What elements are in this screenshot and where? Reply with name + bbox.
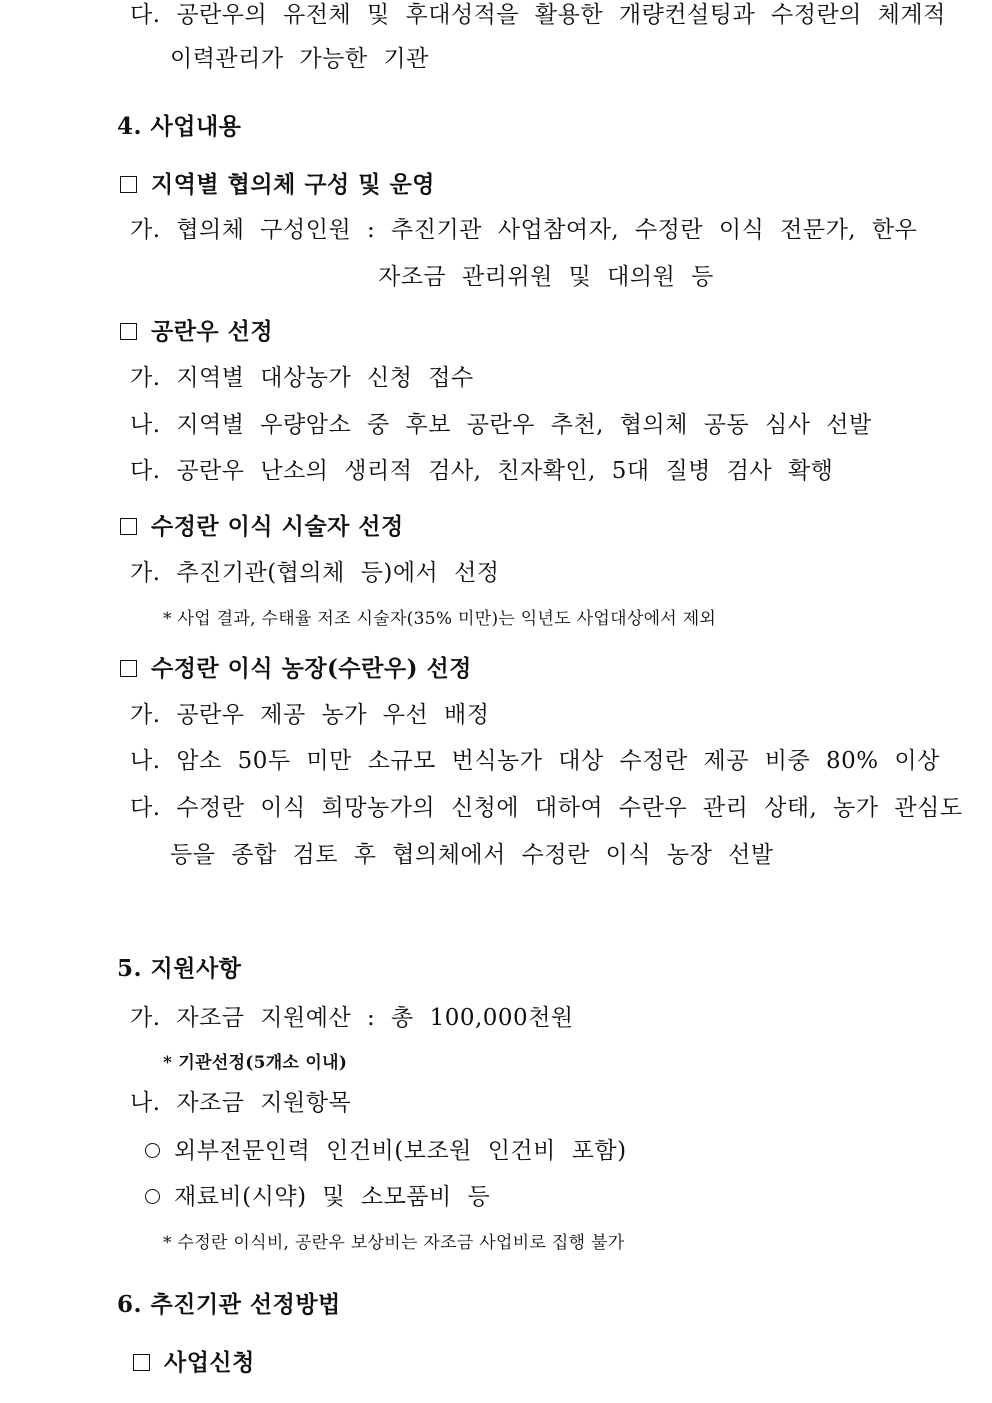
checkbox-square-icon (133, 1354, 150, 1371)
item-text: 나. 자조금 지원항목 (130, 1090, 352, 1116)
note-text: * 기관선정(5개소 이내) (163, 1053, 348, 1073)
item-text: 다. 공란우의 유전체 및 후대성적을 활용한 개량컨설팅과 수정란의 체계적 (130, 2, 946, 28)
subsection-heading: 사업신청 (133, 1348, 255, 1378)
item-text: 나. 지역별 우량암소 중 후보 공란우 추천, 협의체 공동 심사 선발 (130, 412, 872, 438)
subsection-heading: 수정란 이식 시술자 선정 (120, 512, 404, 542)
checkbox-square-icon (120, 323, 137, 340)
section-heading: 5. 지원사항 (117, 955, 242, 982)
item-text: 가. 추진기관(협의체 등)에서 선정 (130, 560, 500, 586)
checkbox-square-icon (120, 518, 137, 535)
item-text: 가. 지역별 대상농가 신청 접수 (130, 365, 474, 391)
circle-bullet-icon (145, 1143, 160, 1158)
item-text: 가. 공란우 제공 농가 우선 배정 (130, 702, 490, 728)
subsection-heading: 지역별 협의체 구성 및 운영 (120, 170, 435, 200)
note-text: * 수정란 이식비, 공란우 보상비는 자조금 사업비로 집행 불가 (163, 1233, 625, 1253)
note-text: * 사업 결과, 수태율 저조 시술자(35% 미만)는 익년도 사업대상에서 제외 (163, 609, 717, 629)
checkbox-square-icon (120, 176, 137, 193)
item-text: 등을 종합 검토 후 협의체에서 수정란 이식 농장 선발 (170, 842, 774, 868)
circle-bullet-icon (145, 1189, 160, 1204)
item-text: 이력관리가 가능한 기관 (170, 46, 429, 72)
checkbox-square-icon (120, 660, 137, 677)
item-text: 가. 협의체 구성인원 : 추진기관 사업참여자, 수정란 이식 전문가, 한우 (130, 217, 918, 243)
item-text: 나. 암소 50두 미만 소규모 번식농가 대상 수정란 제공 비중 80% 이상 (130, 748, 940, 774)
section-heading: 6. 추진기관 선정방법 (117, 1291, 341, 1318)
subsection-heading: 수정란 이식 농장(수란우) 선정 (120, 654, 472, 684)
item-text: 자조금 관리위원 및 대의원 등 (378, 264, 714, 290)
bullet-item: 외부전문인력 인건비(보조원 인건비 포함) (145, 1136, 627, 1166)
item-text: 다. 공란우 난소의 생리적 검사, 친자확인, 5대 질병 검사 확행 (130, 458, 834, 484)
item-text: 다. 수정란 이식 희망농가의 신청에 대하여 수란우 관리 상태, 농가 관심도 (130, 795, 963, 821)
bullet-item: 재료비(시약) 및 소모품비 등 (145, 1182, 490, 1212)
section-heading: 4. 사업내용 (117, 113, 242, 140)
subsection-heading: 공란우 선정 (120, 317, 273, 347)
item-text: 가. 자조금 지원예산 : 총 100,000천원 (130, 1005, 574, 1031)
